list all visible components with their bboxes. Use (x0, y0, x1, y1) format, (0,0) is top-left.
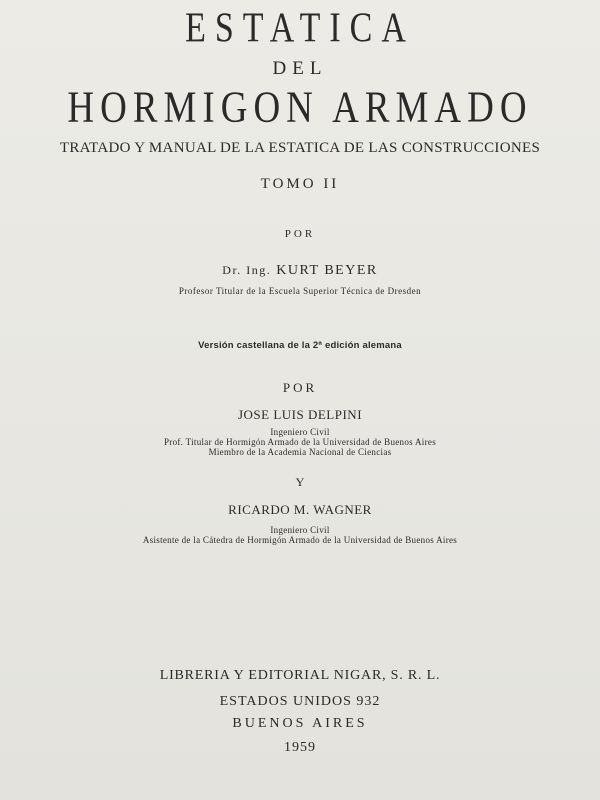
by-label: POR (284, 228, 316, 240)
author-name: KURT BEYER (276, 263, 378, 278)
publisher-city: BUENOS AIRES (232, 716, 368, 731)
translator-1-name: JOSE LUIS DELPINI (237, 407, 363, 422)
version-note: Versión castellana de la 2ª edición alemana (198, 340, 402, 351)
title-line-1: ESTATICA (185, 5, 415, 52)
translator-1-membership: Miembro de la Academia Nacional de Ciencias (208, 447, 392, 457)
publisher-address: ESTADOS UNIDOS 932 (219, 694, 381, 709)
author-prefix: Dr. Ing. (222, 263, 272, 277)
title-line-3: HORMIGON ARMADO (67, 82, 533, 133)
author-affiliation: Profesor Titular de la Escuela Superior Técnica de Dresden (178, 286, 422, 296)
by-label-translators: POR (282, 380, 318, 395)
conjunction: Y (295, 475, 305, 489)
translator-1-title: Ingeniero Civil (270, 427, 330, 437)
title-line-2: DEL (272, 58, 328, 79)
translator-1-position: Prof. Titular de Hormigón Armado de la Universidad de Buenos Aires (163, 437, 437, 447)
author (0, 263, 600, 279)
subtitle: TRATADO Y MANUAL DE LA ESTATICA DE LAS CONSTRUCCIONES (59, 140, 541, 156)
publisher-name: LIBRERIA Y EDITORIAL NIGAR, S. R. L. (159, 668, 441, 683)
translator-2-name: RICARDO M. WAGNER (228, 502, 372, 517)
publication-year: 1959 (284, 740, 316, 755)
volume-label: TOMO II (260, 176, 340, 192)
translator-2-title: Ingeniero Civil (270, 525, 330, 535)
translator-2-position: Asistente de la Cátedra de Hormigón Armado de la Universidad de Buenos Aires (142, 535, 458, 545)
